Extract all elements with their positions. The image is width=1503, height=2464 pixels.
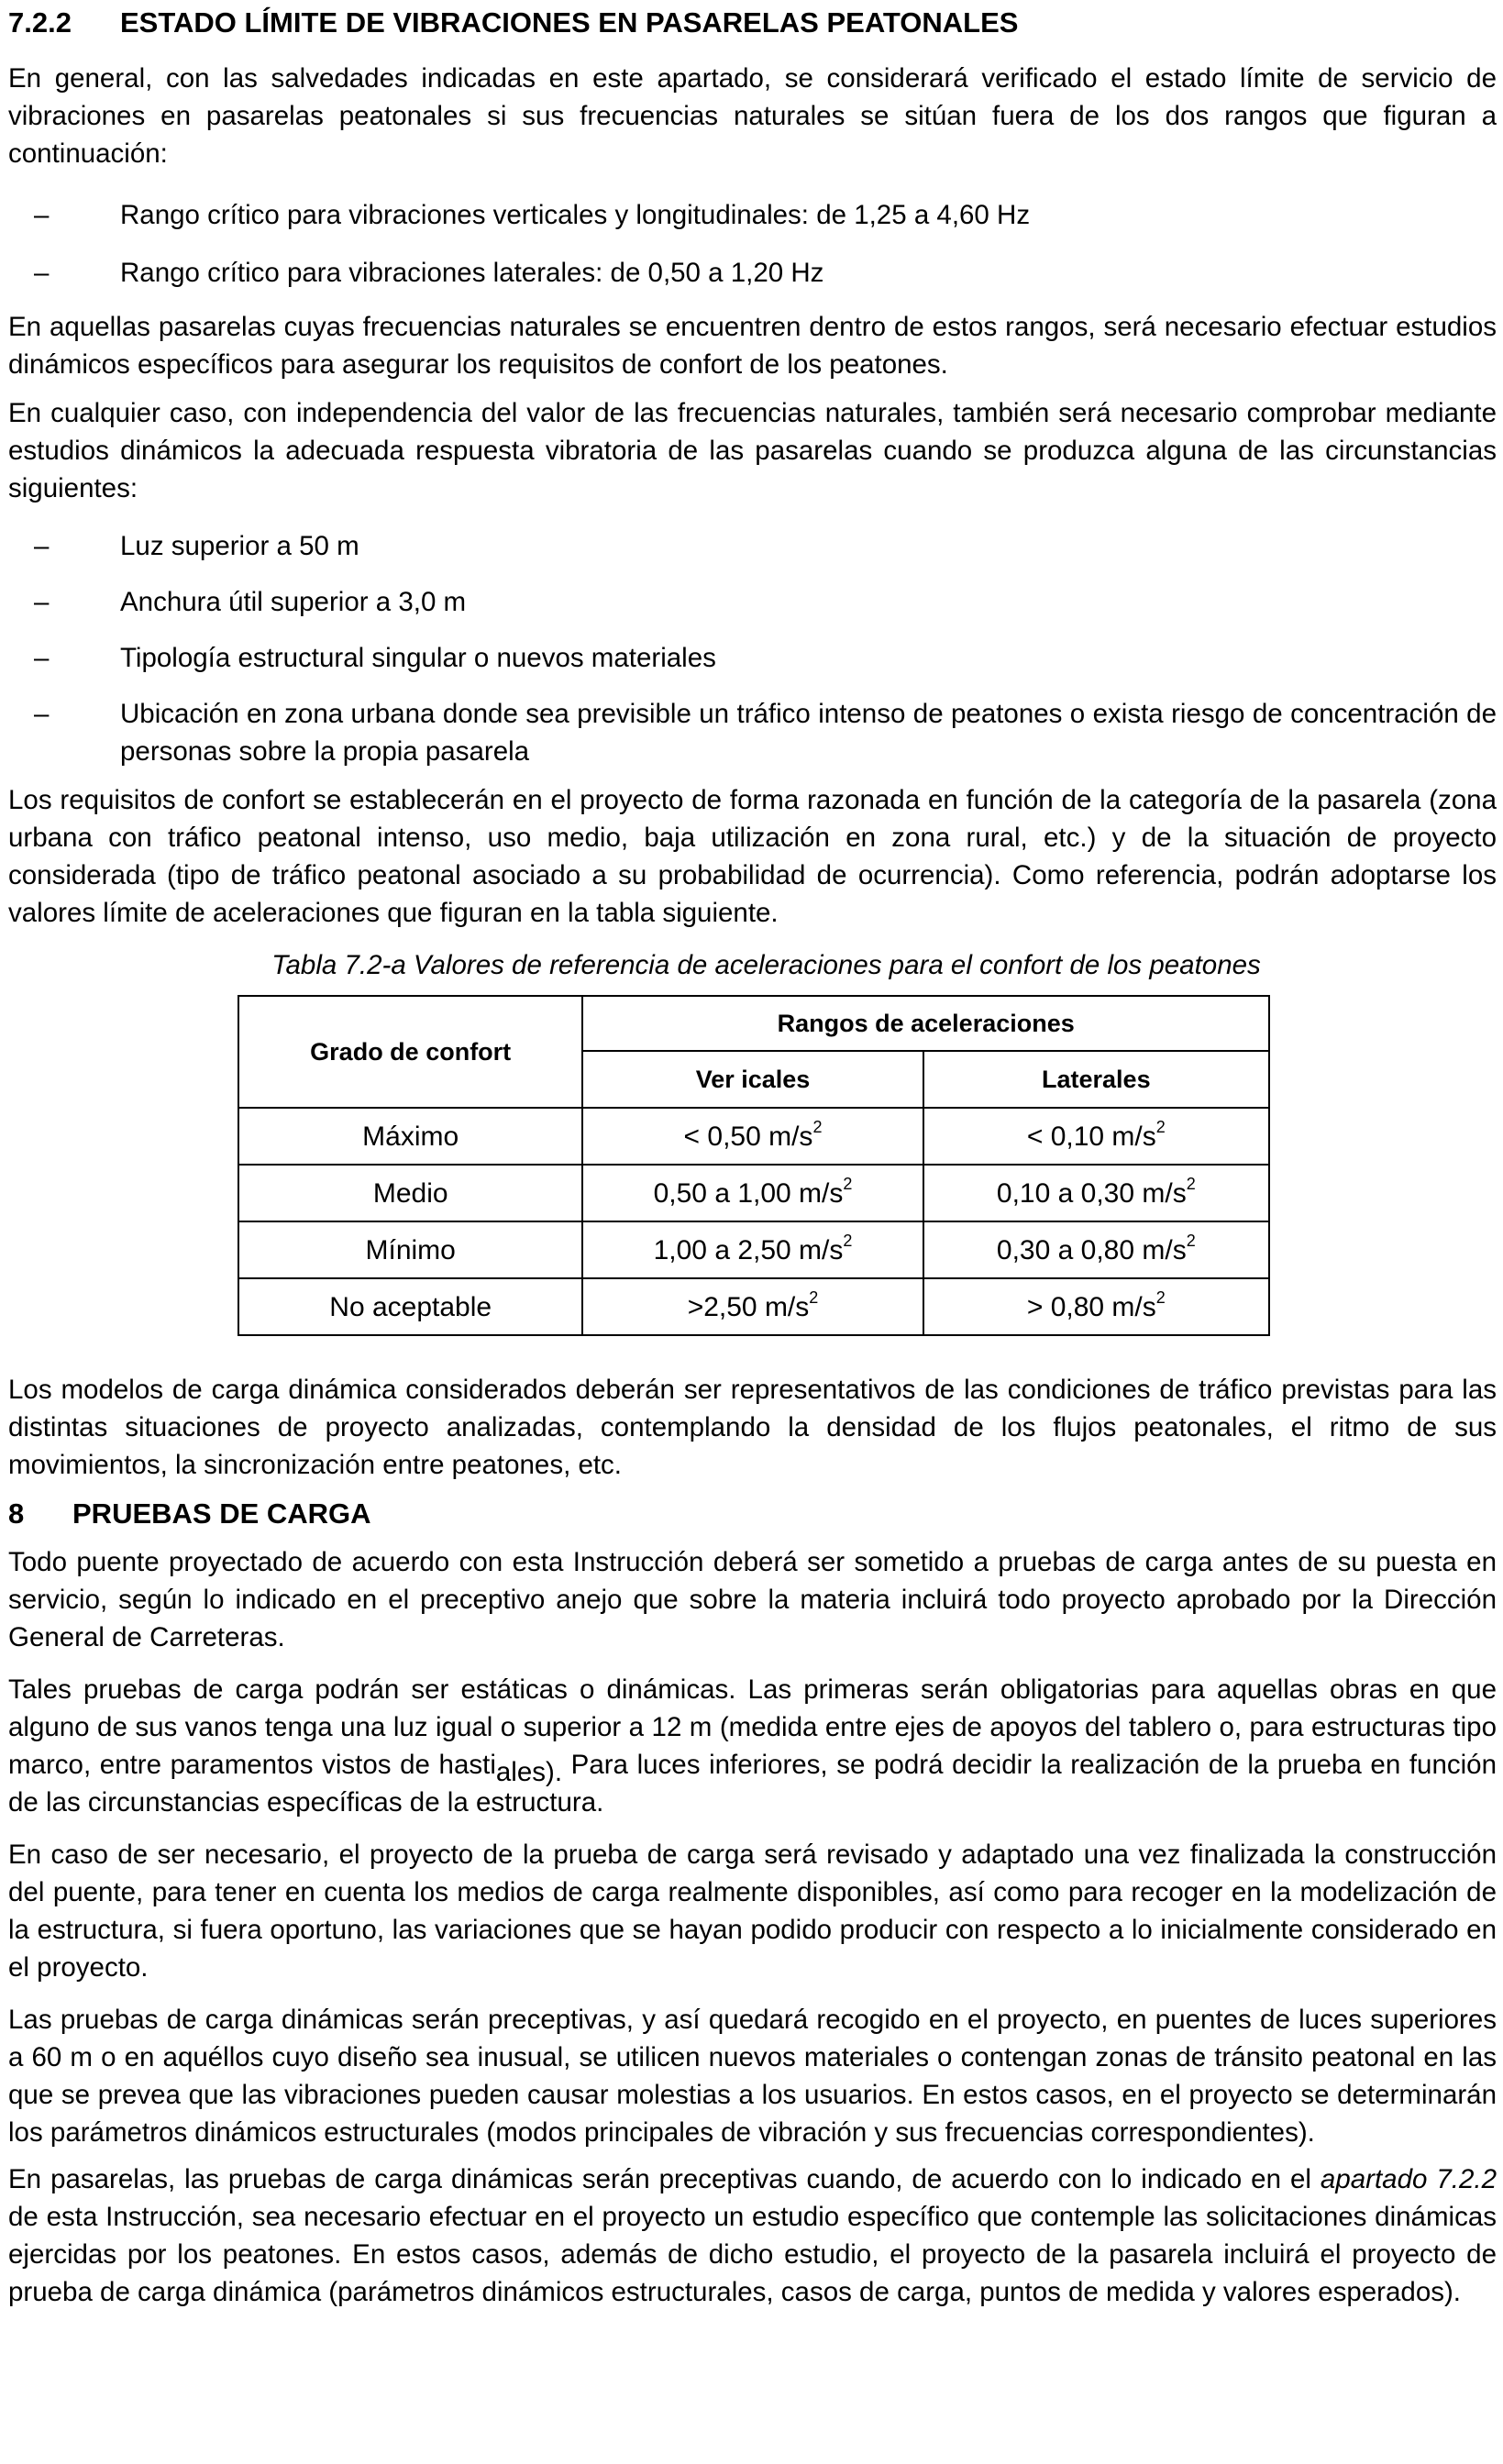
cell-verticales: >2,50 $m/s^2$ [582, 1278, 923, 1335]
table-row [238, 1108, 1269, 1165]
list-item: – Luz superior a 50 m [8, 527, 1497, 565]
cell-grado: Máximo [238, 1108, 582, 1165]
section-number: 7.2.2 [8, 6, 72, 39]
list-item: – Anchura útil superior a 3,0 m [8, 583, 1497, 621]
cell-verticales: 0,50 a 1,00 $m/s^2$ [582, 1165, 923, 1221]
paragraph: En aquellas pasarelas cuyas frecuencias naturales se encuentren dentro de estos rangos, será necesario efectuar estudios dinámicos específicos para asegurar los requisitos de confort de los peatones. [8, 312, 1497, 380]
comfort-acceleration-table [238, 995, 1270, 1336]
section-number: 8 [8, 1497, 25, 1530]
section-title: PRUEBAS DE CARGA [72, 1497, 371, 1530]
cell-laterales: < 0,10 $m/s^2$ [923, 1108, 1269, 1165]
paragraph: Las pruebas de carga dinámicas serán preceptivas, y así quedará recogido en el proyecto, en puentes de luces superiores a 60 m o en aquéllos cuyo diseño sea inusual, se utilicen nuevos materiales o contengan zonas de tránsito peatonal en las que se prevea que las vibraciones pueden causar molestias a los usuarios. En estos casos, en el proyecto se determinarán los parámetros dinámicos estructurales (modos principales de vibración y sus frecuencias correspondientes). [8, 2005, 1497, 2148]
table-caption: Tabla 7.2-a Valores de referencia de aceleraciones para el confort de los peatones [271, 950, 1261, 980]
header-laterales: Laterales [923, 1051, 1269, 1108]
cell-laterales: > 0,80 $m/s^2$ [923, 1278, 1269, 1335]
paragraph: Los modelos de carga dinámica considerados deberán ser representativos de las condiciones de tráfico previstas para las distintas situaciones de proyecto analizadas, contemplando la densidad de los flujos peatonales, el ritmo de sus movimientos, la sincronización entre peatones, etc. [8, 1375, 1497, 1480]
table-row [238, 1165, 1269, 1221]
table-row [238, 1221, 1269, 1278]
table-row [238, 1278, 1269, 1335]
list-dash: – [34, 200, 50, 230]
critical-ranges-list [8, 196, 1497, 292]
list-dash: – [34, 531, 50, 561]
circumstances-list [8, 527, 1497, 770]
cell-laterales: 0,30 a 0,80 $m/s^2$ [923, 1221, 1269, 1278]
list-dash: – [34, 699, 50, 729]
list-item: – Rango crítico para vibraciones verticales y longitudinales: de 1,25 a 4,60 Hz [8, 196, 1497, 234]
paragraph: En cualquier caso, con independencia del valor de las frecuencias naturales, también será necesario comprobar mediante estudios dinámicos la adecuada respuesta vibratoria de las pasarelas cuando se produzca alguna de las circunstancias siguientes: [8, 398, 1497, 503]
header-grado-de-confort: Grado de confort [238, 996, 582, 1108]
cell-grado: Medio [238, 1165, 582, 1221]
section-heading-7-2-2 [8, 0, 1497, 49]
section-heading-8 [8, 1495, 1497, 1532]
paragraph: En general, con las salvedades indicadas en este apartado, se considerará verificado el estado límite de servicio de vibraciones en pasarelas peatonales si sus frecuencias naturales se sitúan fuera de los dos rangos que figuran a continuación: [8, 63, 1497, 169]
cell-verticales: 1,00 a 2,50 $m/s^2$ [582, 1221, 923, 1278]
list-dash: – [34, 643, 50, 673]
list-item: – Tipología estructural singular o nuevos materiales [8, 639, 1497, 677]
list-item: – Ubicación en zona urbana donde sea previsible un tráfico intenso de peatones o exista riesgo de concentración de personas sobre la propia pasarela [8, 695, 1497, 770]
list-item: – Rango crítico para vibraciones laterales: de 0,50 a 1,20 Hz [8, 254, 1497, 292]
paragraph: Todo puente proyectado de acuerdo con esta Instrucción deberá ser sometido a pruebas de carga antes de su puesta en servicio, según lo indicado en el preceptivo anejo que sobre la materia incluirá todo proyecto aprobado por la Dirección General de Carreteras. [8, 1547, 1497, 1652]
cell-verticales: < 0,50 $m/s^2$ [582, 1108, 923, 1165]
list-dash: – [34, 258, 50, 288]
paragraph: Los requisitos de confort se establecerán en el proyecto de forma razonada en función de la categoría de la pasarela (zona urbana con tráfico peatonal intenso, uso medio, baja utilización en zona rural, etc.) y de la situación de proyecto considerada (tipo de tráfico peatonal asociado a su probabilidad de ocurrencia). Como referencia, podrán adoptarse los valores límite de aceleraciones que figuran en la tabla siguiente. [8, 785, 1497, 928]
table-header-row [238, 996, 1269, 1051]
header-rangos-de-aceleraciones: Rangos de aceleraciones [582, 996, 1269, 1051]
section-title: ESTADO LÍMITE DE VIBRACIONES EN PASARELAS PEATONALES [120, 6, 1019, 39]
cell-grado: Mínimo [238, 1221, 582, 1278]
header-verticales: Ver icales [582, 1051, 923, 1108]
list-dash: – [34, 587, 50, 617]
paragraph: Tales pruebas de carga podrán ser estáticas o dinámicas. Las primeras serán obligatorias para aquellas obras en que alguno de sus vanos tenga una luz igual o superior a 12 m (medida entre ejes de apoyos del tablero o, para estructuras tipo marco, entre paramentos vistos de hastiales). Para luces inferiores, se podrá decidir la realización de la prueba en función de las circunstancias específicas de la estructura. [8, 1674, 1497, 1818]
paragraph: En caso de ser necesario, el proyecto de la prueba de carga será revisado y adaptado una vez finalizada la construcción del puente, para tener en cuenta los medios de carga realmente disponibles, así como para recoger en la modelización de la estructura, si fuera oportuno, las variaciones que se hayan podido producir con respecto a lo inicialmente considerado en el proyecto. [8, 1840, 1497, 1983]
cell-grado: No aceptable [238, 1278, 582, 1335]
paragraph: En pasarelas, las pruebas de carga dinámicas serán preceptivas cuando, de acuerdo con lo indicado en el apartado 7.2.2 de esta Instrucción, sea necesario efectuar en el proyecto un estudio específico que contemple las solicitaciones dinámicas ejercidas por los peatones. En estos casos, además de dicho estudio, el proyecto de la pasarela incluirá el proyecto de prueba de carga dinámica (parámetros dinámicos estructurales, casos de carga, puntos de medida y valores esperados). [8, 2164, 1497, 2307]
cross-reference: apartado 7.2.2 [1320, 2164, 1497, 2194]
cell-laterales: 0,10 a 0,30 $m/s^2$ [923, 1165, 1269, 1221]
